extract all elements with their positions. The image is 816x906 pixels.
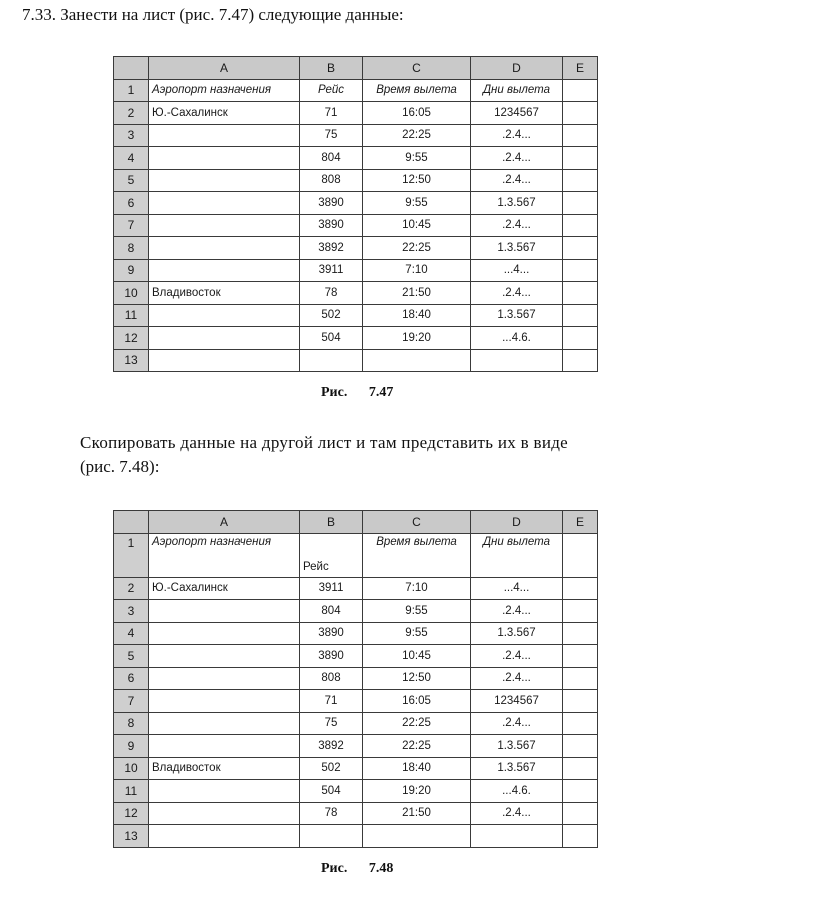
cell-flight[interactable]: 78 <box>300 802 363 825</box>
cell-departure-days[interactable]: .2.4... <box>471 645 563 668</box>
cell-departure-time[interactable]: 19:20 <box>363 780 471 803</box>
cell-flight[interactable]: 71 <box>300 102 363 125</box>
cell-e[interactable] <box>563 622 598 645</box>
cell-departure-time[interactable]: 12:50 <box>363 667 471 690</box>
cell-e[interactable] <box>563 735 598 758</box>
cell-flight[interactable]: 78 <box>300 282 363 305</box>
cell-departure-days[interactable]: ...4... <box>471 577 563 600</box>
cell-departure-time[interactable]: 18:40 <box>363 304 471 327</box>
table-row <box>114 622 598 645</box>
cell-airport[interactable]: Ю.-Сахалинск <box>149 102 300 125</box>
row-number[interactable]: 10 <box>114 282 149 305</box>
cell-e[interactable] <box>563 757 598 780</box>
cell-departure-days[interactable]: .2.4... <box>471 124 563 147</box>
row-number[interactable]: 4 <box>114 622 149 645</box>
cell-departure-time[interactable]: 21:50 <box>363 802 471 825</box>
cell-departure-time[interactable]: 12:50 <box>363 169 471 192</box>
cell-departure-days[interactable]: ...4.6. <box>471 327 563 350</box>
cell-departure-time[interactable]: 21:50 <box>363 282 471 305</box>
copy-instruction-line-1: Скопировать данные на другой лист и там представить их в виде <box>80 433 569 452</box>
cell-departure-time[interactable]: 9:55 <box>363 147 471 170</box>
cell-airport[interactable] <box>149 825 300 848</box>
cell-airport[interactable] <box>149 304 300 327</box>
row-number[interactable]: 3 <box>114 600 149 623</box>
cell-flight[interactable]: 804 <box>300 147 363 170</box>
cell-departure-time[interactable]: 9:55 <box>363 600 471 623</box>
cell-departure-days[interactable]: ...4... <box>471 259 563 282</box>
cell-flight[interactable]: 3911 <box>300 577 363 600</box>
row-number[interactable]: 13 <box>114 349 149 372</box>
cell-flight[interactable]: 3890 <box>300 192 363 215</box>
cell-departure-days[interactable]: .2.4... <box>471 214 563 237</box>
column-header-b[interactable]: B <box>300 511 363 534</box>
cell-airport[interactable] <box>149 237 300 260</box>
cell-airport[interactable] <box>149 124 300 147</box>
cell-e[interactable] <box>563 147 598 170</box>
column-header-row <box>114 511 598 534</box>
table-row <box>114 645 598 668</box>
header-departure-days[interactable]: Дни вылета <box>471 533 563 577</box>
cell-departure-time[interactable] <box>363 349 471 372</box>
cell-flight[interactable]: 808 <box>300 169 363 192</box>
table-row <box>114 667 598 690</box>
cell-flight[interactable]: 504 <box>300 327 363 350</box>
cell-e[interactable] <box>563 825 598 848</box>
row-number[interactable]: 7 <box>114 214 149 237</box>
cell-airport[interactable] <box>149 169 300 192</box>
cell-airport[interactable] <box>149 735 300 758</box>
table-row <box>114 147 598 170</box>
cell-airport[interactable] <box>149 349 300 372</box>
cell-departure-time[interactable]: 22:25 <box>363 735 471 758</box>
cell-departure-days[interactable]: 1.3.567 <box>471 757 563 780</box>
table-row <box>114 304 598 327</box>
cell-departure-days[interactable]: 1.3.567 <box>471 237 563 260</box>
cell-departure-days[interactable]: 1234567 <box>471 102 563 125</box>
row-number[interactable]: 4 <box>114 147 149 170</box>
cell-departure-time[interactable]: 16:05 <box>363 690 471 713</box>
row-number[interactable]: 12 <box>114 802 149 825</box>
cell-airport[interactable] <box>149 645 300 668</box>
table-row <box>114 600 598 623</box>
cell-departure-time[interactable]: 19:20 <box>363 327 471 350</box>
row-number[interactable]: 5 <box>114 169 149 192</box>
cell-e[interactable] <box>563 645 598 668</box>
table-row <box>114 735 598 758</box>
cell-flight[interactable]: 71 <box>300 690 363 713</box>
table-row <box>114 102 598 125</box>
header-departure-time[interactable]: Время вылета <box>363 79 471 102</box>
cell-departure-time[interactable]: 22:25 <box>363 237 471 260</box>
cell-e[interactable] <box>563 192 598 215</box>
cell-e[interactable] <box>563 259 598 282</box>
cell-e[interactable] <box>563 169 598 192</box>
table-row <box>114 780 598 803</box>
table-header-row <box>114 79 598 102</box>
table-row <box>114 327 598 350</box>
table-row <box>114 577 598 600</box>
cell-departure-time[interactable]: 9:55 <box>363 622 471 645</box>
cell-airport[interactable] <box>149 712 300 735</box>
header-departure-days[interactable]: Дни вылета <box>471 79 563 102</box>
cell-flight[interactable]: 75 <box>300 712 363 735</box>
cell-departure-time[interactable]: 18:40 <box>363 757 471 780</box>
table-row <box>114 757 598 780</box>
cell-flight[interactable] <box>300 825 363 848</box>
table-body <box>114 102 598 372</box>
cell-e[interactable] <box>563 214 598 237</box>
cell-departure-days[interactable] <box>471 349 563 372</box>
column-header-e[interactable]: E <box>563 511 598 534</box>
cell-departure-days[interactable]: 1.3.567 <box>471 192 563 215</box>
row-number[interactable]: 9 <box>114 735 149 758</box>
row-number[interactable]: 1 <box>114 79 149 102</box>
cell-departure-days[interactable]: .2.4... <box>471 600 563 623</box>
cell-airport[interactable] <box>149 327 300 350</box>
select-all-corner[interactable] <box>114 511 149 534</box>
cell-flight[interactable]: 75 <box>300 124 363 147</box>
cell-flight[interactable] <box>300 349 363 372</box>
cell-e[interactable] <box>563 237 598 260</box>
figure-caption-1: Рис. 7.47 <box>321 385 394 400</box>
row-number[interactable]: 5 <box>114 645 149 668</box>
table-row <box>114 237 598 260</box>
cell-departure-time[interactable] <box>363 825 471 848</box>
column-header-a[interactable]: A <box>149 511 300 534</box>
cell-e[interactable] <box>563 533 598 577</box>
cell-departure-days[interactable]: .2.4... <box>471 147 563 170</box>
cell-departure-time[interactable]: 7:10 <box>363 577 471 600</box>
cell-flight[interactable]: 804 <box>300 600 363 623</box>
row-number[interactable]: 2 <box>114 102 149 125</box>
column-header-d[interactable]: D <box>471 57 563 80</box>
cell-airport[interactable] <box>149 622 300 645</box>
cell-e[interactable] <box>563 577 598 600</box>
column-header-a[interactable]: A <box>149 57 300 80</box>
row-number[interactable]: 2 <box>114 577 149 600</box>
cell-airport[interactable] <box>149 147 300 170</box>
problem-intro: 7.33. Занести на лист (рис. 7.47) следующие данные: <box>22 5 404 24</box>
cell-e[interactable] <box>563 349 598 372</box>
cell-departure-days[interactable]: .2.4... <box>471 169 563 192</box>
row-number[interactable]: 6 <box>114 667 149 690</box>
table-row <box>114 282 598 305</box>
cell-airport[interactable] <box>149 600 300 623</box>
column-header-b[interactable]: B <box>300 57 363 80</box>
table-row <box>114 124 598 147</box>
cell-airport[interactable] <box>149 690 300 713</box>
cell-airport[interactable] <box>149 802 300 825</box>
row-number[interactable]: 9 <box>114 259 149 282</box>
column-header-row <box>114 57 598 80</box>
cell-flight[interactable]: 3890 <box>300 645 363 668</box>
header-flight[interactable]: Рейс <box>300 79 363 102</box>
cell-departure-days[interactable]: .2.4... <box>471 667 563 690</box>
row-number[interactable]: 12 <box>114 327 149 350</box>
cell-airport[interactable]: Ю.-Сахалинск <box>149 577 300 600</box>
cell-flight[interactable]: 3890 <box>300 214 363 237</box>
table-body <box>114 577 598 847</box>
header-departure-time[interactable]: Время вылета <box>363 533 471 577</box>
cell-e[interactable] <box>563 667 598 690</box>
cell-flight[interactable]: 3892 <box>300 237 363 260</box>
row-number[interactable]: 13 <box>114 825 149 848</box>
cell-airport[interactable] <box>149 192 300 215</box>
column-header-e[interactable]: E <box>563 57 598 80</box>
cell-flight[interactable]: 3892 <box>300 735 363 758</box>
row-number[interactable]: 11 <box>114 304 149 327</box>
cell-airport[interactable]: Владивосток <box>149 757 300 780</box>
cell-airport[interactable] <box>149 259 300 282</box>
cell-departure-days[interactable]: .2.4... <box>471 802 563 825</box>
cell-flight[interactable]: 808 <box>300 667 363 690</box>
column-header-c[interactable]: C <box>363 511 471 534</box>
cell-departure-days[interactable]: 1.3.567 <box>471 304 563 327</box>
table-row <box>114 192 598 215</box>
table-row <box>114 712 598 735</box>
table-row <box>114 802 598 825</box>
cell-airport[interactable] <box>149 667 300 690</box>
cell-departure-time[interactable]: 7:10 <box>363 259 471 282</box>
table-row <box>114 214 598 237</box>
spreadsheet-figure-2 <box>113 510 598 848</box>
cell-flight[interactable]: 3911 <box>300 259 363 282</box>
table-row <box>114 169 598 192</box>
row-number[interactable]: 10 <box>114 757 149 780</box>
spreadsheet-figure-1 <box>113 56 598 372</box>
cell-e[interactable] <box>563 124 598 147</box>
table-row <box>114 259 598 282</box>
cell-e[interactable] <box>563 712 598 735</box>
header-airport[interactable]: Аэропорт назначения <box>149 533 300 577</box>
cell-e[interactable] <box>563 780 598 803</box>
column-header-d[interactable]: D <box>471 511 563 534</box>
cell-departure-days[interactable]: .2.4... <box>471 282 563 305</box>
row-number[interactable]: 7 <box>114 690 149 713</box>
cell-departure-time[interactable]: 16:05 <box>363 102 471 125</box>
header-airport[interactable]: Аэропорт назначения <box>149 79 300 102</box>
select-all-corner[interactable] <box>114 57 149 80</box>
cell-flight[interactable]: 504 <box>300 780 363 803</box>
row-number[interactable]: 3 <box>114 124 149 147</box>
cell-departure-days[interactable]: 1.3.567 <box>471 622 563 645</box>
cell-flight[interactable]: 502 <box>300 757 363 780</box>
cell-e[interactable] <box>563 690 598 713</box>
row-number[interactable]: 1 <box>114 533 149 577</box>
cell-departure-time[interactable]: 9:55 <box>363 192 471 215</box>
row-number[interactable]: 8 <box>114 712 149 735</box>
row-number[interactable]: 8 <box>114 237 149 260</box>
cell-airport[interactable] <box>149 214 300 237</box>
cell-airport[interactable] <box>149 780 300 803</box>
cell-departure-days[interactable]: 1234567 <box>471 690 563 713</box>
cell-flight[interactable]: 502 <box>300 304 363 327</box>
table-row <box>114 690 598 713</box>
cell-e[interactable] <box>563 327 598 350</box>
cell-e[interactable] <box>563 304 598 327</box>
table-header-row <box>114 533 598 577</box>
table-row <box>114 825 598 848</box>
table-row <box>114 349 598 372</box>
figure-caption-2: Рис. 7.48 <box>321 861 394 876</box>
row-number[interactable]: 6 <box>114 192 149 215</box>
cell-departure-days[interactable]: 1.3.567 <box>471 735 563 758</box>
cell-departure-time[interactable]: 22:25 <box>363 124 471 147</box>
cell-flight[interactable]: 3890 <box>300 622 363 645</box>
cell-departure-time[interactable]: 10:45 <box>363 645 471 668</box>
cell-e[interactable] <box>563 282 598 305</box>
cell-e[interactable] <box>563 79 598 102</box>
cell-departure-days[interactable]: .2.4... <box>471 712 563 735</box>
row-number[interactable]: 11 <box>114 780 149 803</box>
cell-departure-time[interactable]: 10:45 <box>363 214 471 237</box>
copy-instruction-line-2: (рис. 7.48): <box>80 457 160 476</box>
cell-e[interactable] <box>563 600 598 623</box>
cell-e[interactable] <box>563 102 598 125</box>
header-flight[interactable]: Рейс <box>300 533 363 577</box>
cell-airport[interactable]: Владивосток <box>149 282 300 305</box>
cell-departure-days[interactable] <box>471 825 563 848</box>
cell-departure-days[interactable]: ...4.6. <box>471 780 563 803</box>
column-header-c[interactable]: C <box>363 57 471 80</box>
cell-e[interactable] <box>563 802 598 825</box>
cell-departure-time[interactable]: 22:25 <box>363 712 471 735</box>
